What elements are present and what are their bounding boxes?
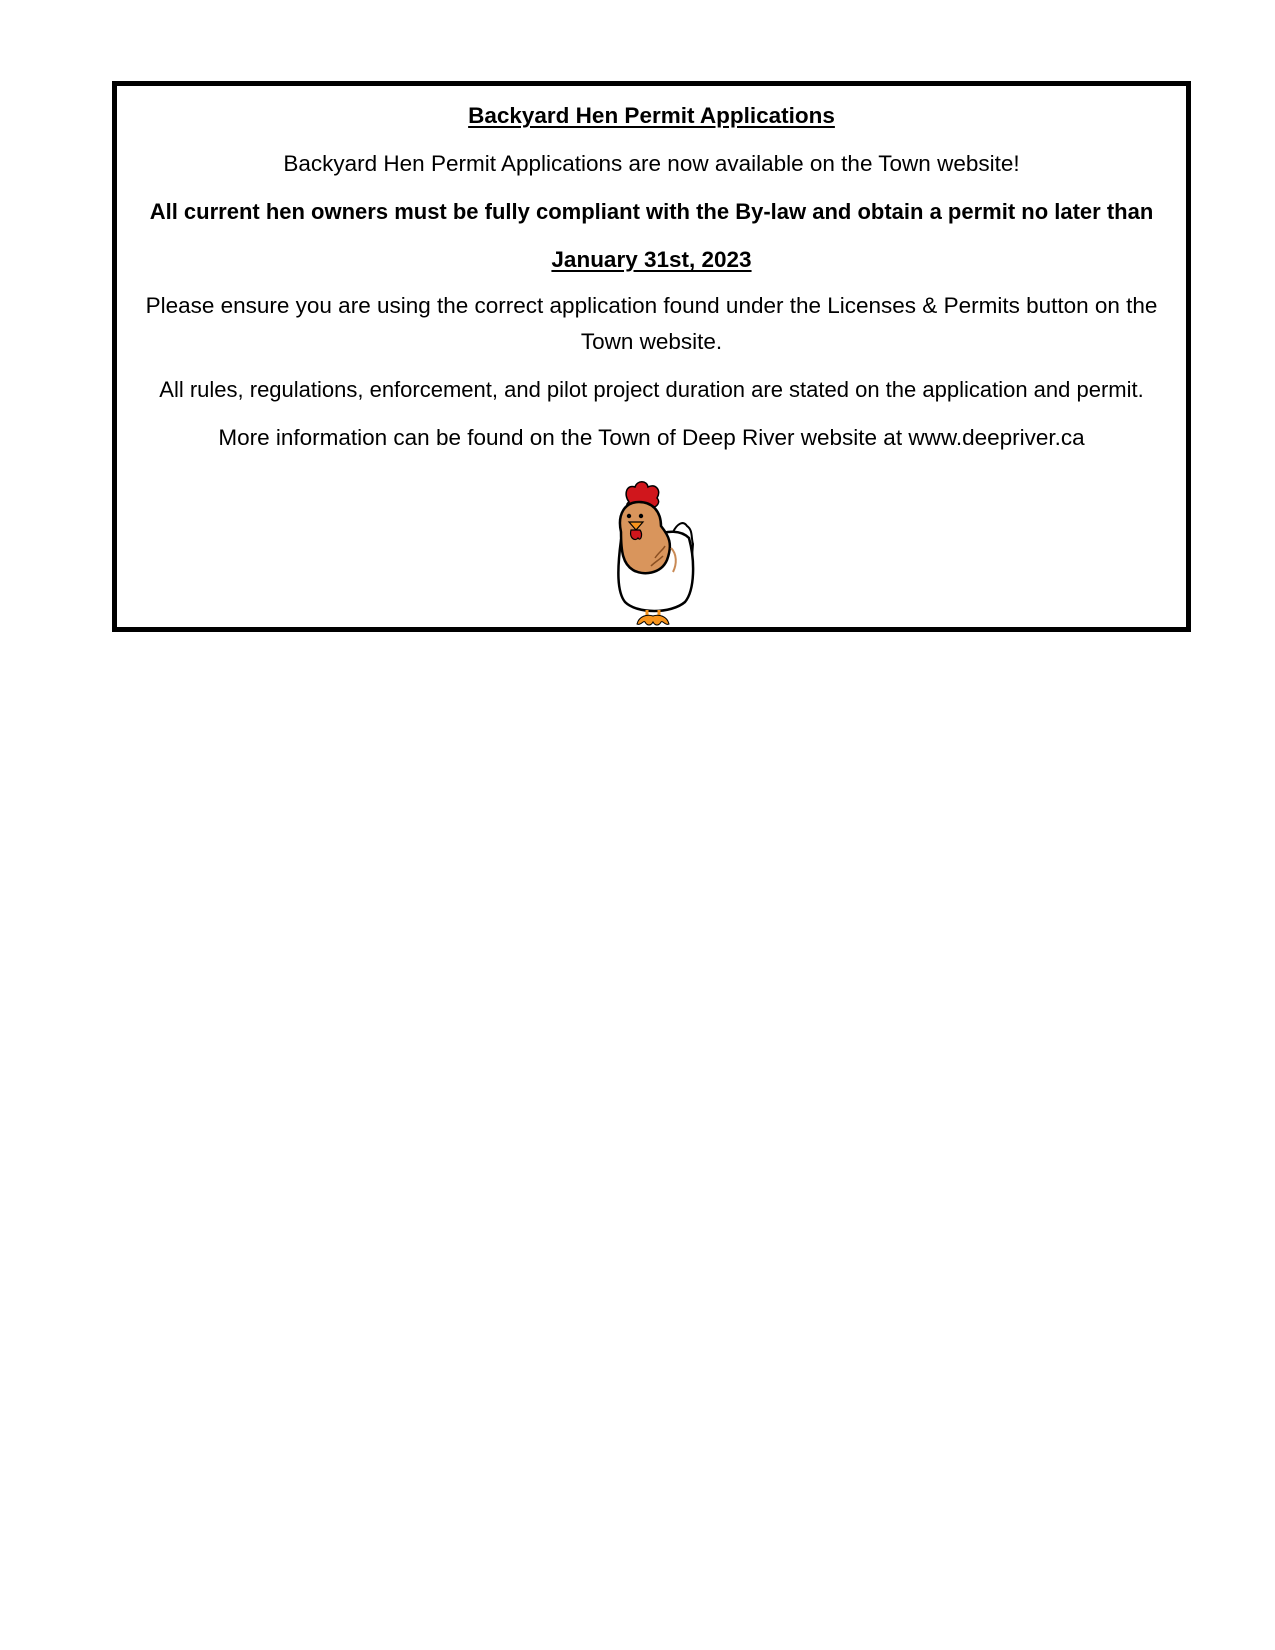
application-instructions: Please ensure you are using the correct application found under the Licenses & Permits button on the Town website. <box>145 293 1158 354</box>
notice-intro: Backyard Hen Permit Applications are now available on the Town website! <box>283 151 1020 176</box>
notice-title: Backyard Hen Permit Applications <box>468 103 835 128</box>
hen-icon <box>607 480 701 626</box>
rules-statement: All rules, regulations, enforcement, and pilot project duration are stated on the application and permit. <box>159 377 1144 402</box>
more-info: More information can be found on the Town of Deep River website at www.deepriver.ca <box>218 425 1085 450</box>
compliance-statement: All current hen owners must be fully compliant with the By-law and obtain a permit no later than <box>149 199 1154 224</box>
notice-box <box>112 81 1191 632</box>
deadline-date: January 31st, 2023 <box>551 247 752 272</box>
